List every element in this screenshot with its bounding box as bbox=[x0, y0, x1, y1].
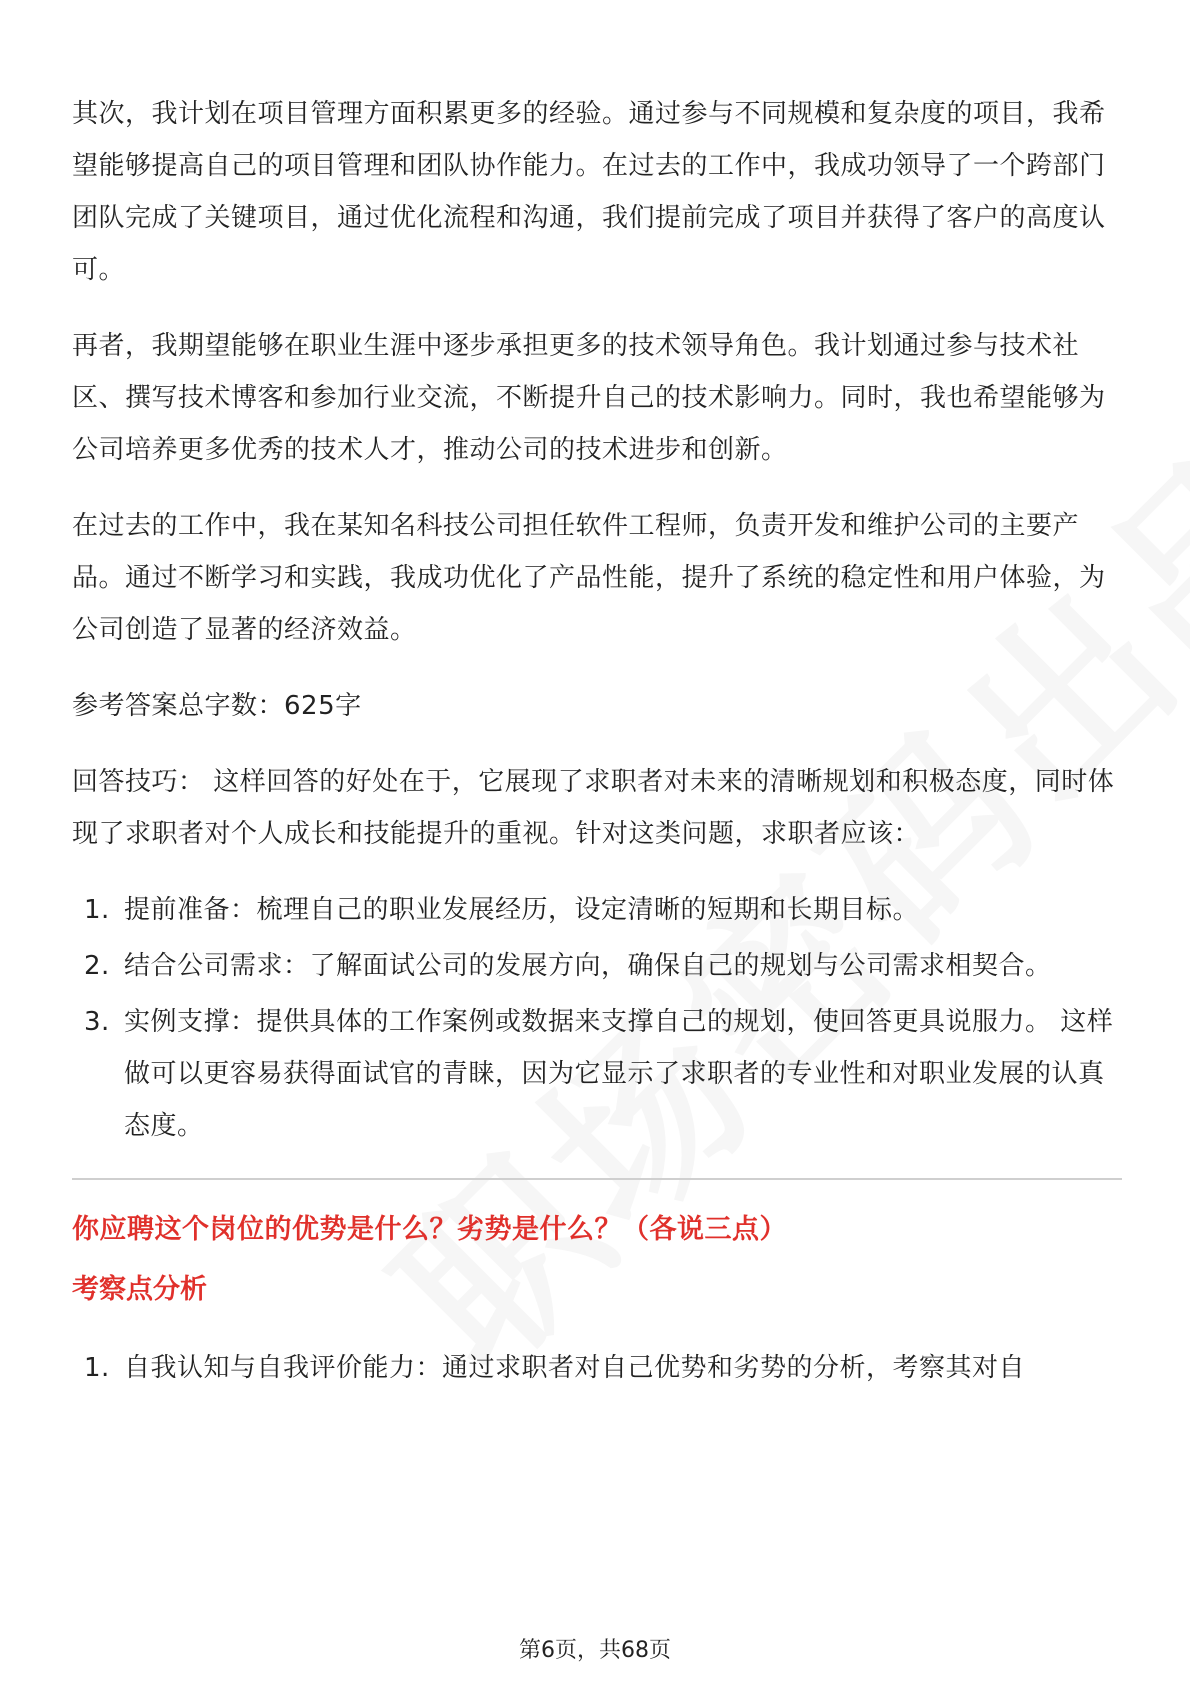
list-item bbox=[72, 1342, 1122, 1394]
question-heading: 你应聘这个岗位的优势是什么？劣势是什么？（各说三点） bbox=[72, 1214, 787, 1245]
list-number: 2. bbox=[84, 951, 110, 981]
paragraph: 再者，我期望能够在职业生涯中逐步承担更多的技术领导角色。我计划通过参与技术社区、撰写技术博客和参加行业交流，不断提升自己的技术影响力。同时，我也希望能够为公司培养更多优秀的技术人才，推动公司的技术进步和创新。 bbox=[72, 331, 1106, 465]
list-item bbox=[72, 884, 1122, 936]
list-text: 自我认知与自我评价能力：通过求职者对自己优势和劣势的分析，考察其对自 bbox=[124, 1353, 1026, 1383]
paragraph: 在过去的工作中，我在某知名科技公司担任软件工程师，负责开发和维护公司的主要产品。通过不断学习和实践，我成功优化了产品性能，提升了系统的稳定性和用户体验，为公司创造了显著的经济效益。 bbox=[72, 511, 1106, 645]
list-item bbox=[72, 996, 1122, 1152]
paragraph: 其次，我计划在项目管理方面积累更多的经验。通过参与不同规模和复杂度的项目，我希望能够提高自己的项目管理和团队协作能力。在过去的工作中，我成功领导了一个跨部门团队完成了关键项目，通过优化流程和沟通，我们提前完成了项目并获得了客户的高度认可。 bbox=[72, 99, 1106, 285]
document-page bbox=[72, 88, 1122, 1418]
list-item bbox=[72, 940, 1122, 992]
list-number: 1. bbox=[84, 895, 110, 925]
list-text: 提前准备：梳理自己的职业发展经历，设定清晰的短期和长期目标。 bbox=[124, 895, 920, 925]
page-footer: 第6页，共68页 bbox=[519, 1638, 671, 1663]
list-number: 1. bbox=[84, 1353, 110, 1383]
section-divider bbox=[72, 1178, 1122, 1180]
tips-list bbox=[72, 884, 1122, 1152]
analysis-heading: 考察点分析 bbox=[72, 1274, 207, 1305]
analysis-list bbox=[72, 1342, 1122, 1394]
list-text: 实例支撑：提供具体的工作案例或数据来支撑自己的规划，使回答更具说服力。 这样做可以更容易获得面试官的青睐，因为它显示了求职者的专业性和对职业发展的认真态度。 bbox=[124, 1007, 1114, 1141]
tips-intro: 回答技巧： 这样回答的好处在于，它展现了求职者对未来的清晰规划和积极态度，同时体现了求职者对个人成长和技能提升的重视。针对这类问题，求职者应该： bbox=[72, 767, 1115, 849]
list-text: 结合公司需求：了解面试公司的发展方向，确保自己的规划与公司需求相契合。 bbox=[124, 951, 1052, 981]
list-number: 3. bbox=[84, 1007, 110, 1037]
word-count: 参考答案总字数：625字 bbox=[72, 691, 362, 721]
